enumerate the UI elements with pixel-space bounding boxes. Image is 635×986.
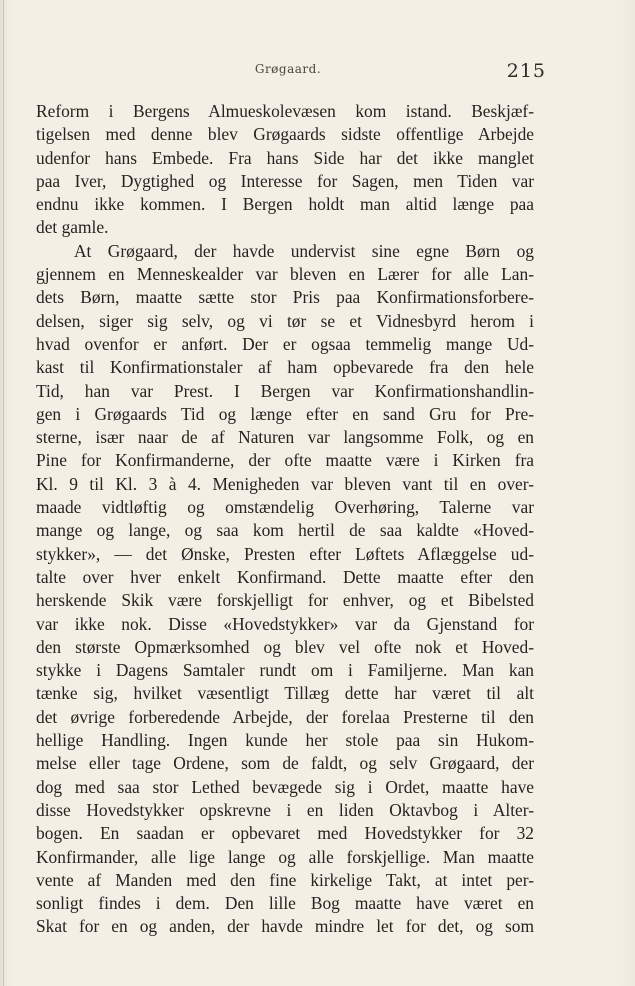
text-line: bogen. En saadan er opbevaret med Hovedstykker for 32 [36, 823, 534, 844]
text-line: dog med saa stor Lethed bevægede sig i Ordet, maatte have [36, 776, 534, 797]
text-line: herskende Skik være forskjelligt for enhver, og et Bibelsted [36, 590, 534, 611]
text-line: gen i Grøgaards Tid og længe efter en sand Gru for Pre- [36, 403, 534, 424]
text-line: hvad ovenfor er anført. Der er ogsaa temmelig mange Ud- [36, 333, 534, 354]
text-line: sterne, især naar de af Naturen var langsomme Folk, og en [36, 427, 534, 448]
text-line: gjennem en Menneskealder var bleven en Lærer for alle Lan- [36, 264, 534, 285]
text-line: sonligt findes i dem. Den lille Bog maatte have været en [36, 893, 534, 914]
running-head-title: Grøgaard. [254, 62, 322, 76]
gutter-edge [3, 0, 4, 986]
page-number: 215 [506, 60, 546, 82]
text-line: delsen, siger sig selv, og vi tør se et Vidnesbyrd herom i [36, 310, 534, 331]
text-line: det øvrige forberedende Arbejde, der forelaa Presterne til den [36, 706, 534, 727]
text-line: kast til Konfirmationstaler af ham opbevarede fra den hele [36, 357, 534, 378]
running-head [0, 60, 635, 84]
text-line: endnu ikke kommen. I Bergen holdt man altid længe paa [36, 194, 534, 215]
text-line: det gamle. [36, 217, 109, 238]
text-line: Skat for en og anden, der havde mindre let for det, og som [36, 916, 534, 937]
text-line: stykker», — det Ønske, Presten efter Løftets Aflæggelse ud- [36, 543, 534, 564]
text-line: melse eller tage Ordene, som de faldt, og selv Grøgaard, der [36, 753, 534, 774]
body-text [36, 100, 534, 939]
text-line: Pine for Konfirmanderne, der ofte maatte være i Kirken fra [36, 450, 534, 471]
text-line: Reform i Bergens Almueskolevæsen kom istand. Beskjæf- [36, 101, 534, 121]
text-line: Tid, han var Prest. I Bergen var Konfirmationshandlin- [36, 380, 534, 401]
text-line: den største Opmærksomhed og blev vel ofte nok et Hoved- [36, 636, 534, 657]
text-line: dets Børn, maatte sætte stor Pris paa Konfirmationsforbere- [36, 287, 534, 308]
text-line: hellige Handling. Ingen kunde her stole paa sin Hukom- [36, 730, 534, 751]
text-line: udenfor hans Embede. Fra hans Side har det ikke manglet [36, 147, 534, 168]
text-line: maade vidtløftig og omstændelig Overhøring, Talerne var [36, 497, 534, 518]
text-line: disse Hovedstykker opskrevne i en liden Oktavbog i Alter- [36, 799, 534, 820]
text-line: tænke sig, hvilket væsentligt Tillæg dette har været til alt [36, 683, 534, 704]
text-line: talte over hver enkelt Konfirmand. Dette maatte efter den [36, 566, 534, 587]
text-line: Kl. 9 til Kl. 3 à 4. Menigheden var bleven vant til en over- [36, 473, 534, 494]
text-line: paa Iver, Dygtighed og Interesse for Sagen, men Tiden var [36, 170, 534, 191]
text-line: mange og lange, og saa kom hertil de saa kaldte «Hoved- [36, 520, 534, 541]
text-line: stykke i Dagens Samtaler rundt om i Familjerne. Man kan [36, 660, 534, 681]
text-line: var ikke nok. Disse «Hovedstykker» var da Gjenstand for [36, 613, 534, 634]
text-line: vente af Manden med den fine kirkelige Takt, at intet per- [36, 869, 534, 890]
text-line: tigelsen med denne blev Grøgaards sidste offentlige Arbejde [36, 124, 534, 145]
text-line: Konfirmander, alle lige lange og alle forskjellige. Man maatte [36, 846, 534, 867]
text-line: At Grøgaard, der havde undervist sine egne Børn og [74, 240, 534, 261]
